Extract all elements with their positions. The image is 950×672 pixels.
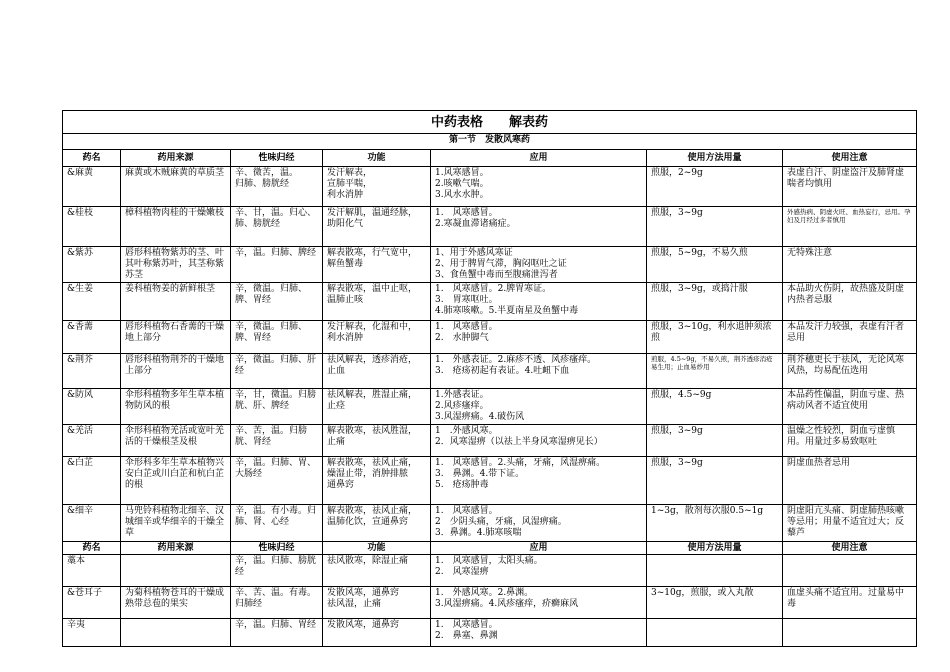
- cell-text: 姜科植物姜的新鲜根茎: [125, 284, 216, 294]
- cell-text: 唇形科植物荆芥的干燥地上部分: [125, 355, 225, 376]
- cell-application: [431, 425, 647, 457]
- cell-text: 1. 风寒感冒。2.脾胃寒证。 3. 胃寒呕吐。 4.肺寒咳嗽。5.半夏南星及鱼蟹中毒: [435, 284, 579, 316]
- cell-text: 1. 外感风寒。2.鼻渊。 3.风湿痹痛。4.风疹瘙痒，疥癣麻风: [435, 588, 579, 609]
- cell-text: &防风: [67, 390, 94, 400]
- cell-dosage: [647, 207, 783, 247]
- cell-text: 伞形科多年生草本植物兴安白芷或川白芷和杭白芷的根: [125, 458, 225, 490]
- cell-name: [63, 555, 121, 587]
- cell-source: [121, 283, 231, 321]
- cell-nature: [231, 555, 323, 587]
- cell-nature: [231, 587, 323, 619]
- cell-text: 1. 风寒感冒。 2. 鼻塞、鼻渊: [435, 620, 498, 641]
- cell-dosage: [647, 247, 783, 283]
- page-title: 中药表格 解表药: [63, 111, 917, 134]
- cell-source: [121, 505, 231, 542]
- cell-text: 祛风散寒，除湿止痛: [327, 556, 409, 566]
- cell-text: 解表散寒，祛风胜湿， 止痛: [327, 426, 418, 447]
- cell-text: 1. 风寒感冒。 2. 水肿脚气: [435, 322, 498, 343]
- cell-text: 发散风寒，通鼻窍: [327, 620, 400, 630]
- cell-text: &桂枝: [67, 208, 94, 218]
- cell-text: 煎服，2~9g: [651, 168, 703, 178]
- cell-source: [121, 457, 231, 505]
- cell-text: 藁本: [67, 556, 86, 566]
- cell-text: &紫苏: [67, 248, 94, 258]
- cell-text: 煎服，3~9g: [651, 426, 703, 436]
- cell-nature: [231, 425, 323, 457]
- cell-nature: [231, 207, 323, 247]
- cell-function: [323, 505, 431, 542]
- cell-text: 阴虚阳亢头痛、阴虚肺热咳嗽等忌用；用量不适宜过大；反藜芦: [787, 506, 905, 538]
- cell-text: 樟科植物肉桂的干燥嫩枝: [125, 208, 225, 218]
- cell-text: 1 .外感风寒。 2．风寒湿痹（以祛上半身风寒湿痹见长）: [435, 426, 603, 447]
- cell-application: [431, 321, 647, 354]
- cell-name: [63, 505, 121, 542]
- table-row: [63, 283, 917, 321]
- cell-text: 唇形科植物石香薷的干燥地上部分: [125, 322, 225, 343]
- cell-text: 本品助火伤阴，故热盛及阴虚内热者忌服: [787, 284, 905, 305]
- cell-text: 发汗解表，化湿和中， 利水消肿: [327, 322, 418, 343]
- cell-text: 煎服，3~9g: [651, 458, 703, 468]
- cell-text: 1.风寒感冒。 2.咳嗽气喘。 3.风水水肿。: [435, 168, 489, 200]
- cell-caution: [783, 389, 917, 425]
- cell-text: 3~10g，煎服，或入丸散: [651, 588, 754, 598]
- cell-name: [63, 167, 121, 207]
- cell-dosage: [647, 354, 783, 389]
- cell-function: [323, 207, 431, 247]
- cell-dosage: [647, 425, 783, 457]
- cell-source: [121, 321, 231, 354]
- cell-text: &生姜: [67, 284, 94, 294]
- table-row: [63, 389, 917, 425]
- cell-dosage: [647, 283, 783, 321]
- cell-text: 无特殊注意: [787, 248, 833, 258]
- cell-nature: [231, 505, 323, 542]
- cell-text: 本品药性偏温，阴血亏虚、热病动风者不适宜使用: [787, 390, 905, 411]
- header-caution: 使用注意: [783, 150, 917, 167]
- cell-text: 1~3g，散剂每次服0.5~1g: [651, 506, 764, 516]
- cell-text: 辛夷: [67, 620, 86, 630]
- cell-text: 辛，微温。归肺、脾、胃经: [235, 284, 308, 305]
- header-source: 药用来源: [121, 150, 231, 167]
- cell-dosage: [647, 619, 783, 647]
- cell-dosage: [647, 167, 783, 207]
- header-nature: 性味归经: [231, 150, 323, 167]
- cell-caution: [783, 354, 917, 389]
- cell-function: [323, 457, 431, 505]
- cell-text: 煎服，4.5~9g，不易久煎，荆芥透疹消疮易生用；止血易炒用: [651, 355, 773, 371]
- cell-name: [63, 247, 121, 283]
- cell-name: [63, 283, 121, 321]
- cell-text: 辛、微苦，温。 归肺、膀胱经: [235, 168, 299, 189]
- header-caution: 使用注意: [783, 542, 917, 555]
- cell-function: [323, 321, 431, 354]
- cell-name: [63, 619, 121, 647]
- cell-nature: [231, 321, 323, 354]
- cell-name: [63, 425, 121, 457]
- table-row: [63, 505, 917, 542]
- cell-text: 辛、甘，温。归心、肺、膀胱经: [235, 208, 317, 229]
- cell-name: [63, 354, 121, 389]
- cell-text: 1. 风寒感冒，太阳头痛。 2. 风寒湿痹: [435, 556, 543, 577]
- cell-text: 解表散寒，行气宽中， 解鱼蟹毒: [327, 248, 418, 269]
- cell-source: [121, 354, 231, 389]
- document-page: [62, 110, 916, 647]
- cell-source: [121, 167, 231, 207]
- cell-text: 煎服，3~9g: [651, 208, 703, 218]
- header-function: 功能: [323, 542, 431, 555]
- cell-text: 外感热病、阴虚火旺、血热妄行，忌用。孕妇及月经过多者慎用: [787, 208, 911, 224]
- cell-source: [121, 619, 231, 647]
- header-function: 功能: [323, 150, 431, 167]
- cell-dosage: [647, 587, 783, 619]
- cell-application: [431, 505, 647, 542]
- cell-application: [431, 587, 647, 619]
- cell-text: 祛风解表，透疹消疮， 止血: [327, 355, 418, 376]
- cell-text: 辛、苦、温。有毒。归肺经: [235, 588, 317, 609]
- cell-name: [63, 587, 121, 619]
- cell-text: &荆芥: [67, 355, 94, 365]
- cell-nature: [231, 247, 323, 283]
- cell-text: &羌活: [67, 426, 94, 436]
- cell-source: [121, 247, 231, 283]
- table-row: [63, 425, 917, 457]
- cell-dosage: [647, 555, 783, 587]
- cell-nature: [231, 354, 323, 389]
- cell-function: [323, 619, 431, 647]
- table-row: [63, 167, 917, 207]
- table-row: [63, 587, 917, 619]
- header-application: 应用: [431, 542, 647, 555]
- cell-text: 血虚头痛不适宜用。过量易中毒: [787, 588, 905, 609]
- cell-text: 1. 风寒感冒。 2.寒凝血滞诸痛症。: [435, 208, 516, 229]
- table-row: [63, 247, 917, 283]
- cell-text: 唇形科植物紫苏的茎、叶其叶称紫苏叶，其茎称紫苏茎: [125, 248, 225, 280]
- herb-table: [62, 110, 917, 647]
- cell-nature: [231, 167, 323, 207]
- cell-application: [431, 619, 647, 647]
- cell-name: [63, 321, 121, 354]
- cell-function: [323, 389, 431, 425]
- table-row: [63, 354, 917, 389]
- cell-text: 1、用于外感风寒证 2、用于脾胃气滞，胸闷呕吐之证 3、食鱼蟹中毒而至腹痛泄泻者: [435, 248, 567, 280]
- cell-nature: [231, 389, 323, 425]
- cell-application: [431, 207, 647, 247]
- cell-text: 辛，温。归肺、胃、大肠经: [235, 458, 317, 479]
- cell-function: [323, 167, 431, 207]
- cell-text: 1. 风寒感冒。 2 少阴头痛，牙痛，风湿痹痛。 3．鼻渊。4.肺寒咳喘: [435, 506, 567, 538]
- cell-dosage: [647, 321, 783, 354]
- cell-function: [323, 555, 431, 587]
- cell-caution: [783, 457, 917, 505]
- cell-text: 1. 外感表证。2.麻疹不透、风疹瘙痒。 3. 疮疡初起有表证。4.吐衄下血: [435, 355, 597, 376]
- cell-nature: [231, 457, 323, 505]
- cell-text: 解表散寒，温中止呕， 温肺止咳: [327, 284, 418, 305]
- cell-application: [431, 555, 647, 587]
- cell-function: [323, 587, 431, 619]
- cell-text: 阴虚血热者忌用: [787, 458, 851, 468]
- cell-text: 煎服，3~10g，利水退肿须浓煎: [651, 322, 772, 343]
- cell-source: [121, 425, 231, 457]
- cell-text: 发汗解表， 宣肺平喘， 利水消肿: [327, 168, 373, 200]
- cell-text: 伞形科植物多年生草本植物防风的根: [125, 390, 225, 411]
- cell-application: [431, 283, 647, 321]
- cell-text: 荆芥穗更长于祛风，无论风寒风热，均易配伍选用: [787, 355, 905, 376]
- header-name: 药名: [63, 150, 121, 167]
- header-dosage: 使用方法用量: [647, 150, 783, 167]
- table-row: [63, 321, 917, 354]
- cell-application: [431, 247, 647, 283]
- cell-text: 辛，温。归肺、胃经: [235, 620, 317, 630]
- cell-text: &麻黄: [67, 168, 94, 178]
- cell-text: 解表散寒，祛风止痛， 燥湿止带，消肿排脓 通鼻窍: [327, 458, 418, 490]
- cell-application: [431, 354, 647, 389]
- table-row: [63, 619, 917, 647]
- cell-text: 为菊科植物苍耳的干燥成熟带总苞的果实: [125, 588, 225, 609]
- cell-caution: [783, 321, 917, 354]
- header-row-repeat: [63, 542, 917, 555]
- cell-text: 辛，微温。归肺、脾、胃经: [235, 322, 308, 343]
- cell-text: 发散风寒，通鼻窍 祛风湿，止痛: [327, 588, 400, 609]
- cell-text: 解表散寒，祛风止痛， 温肺化饮，宣通鼻窍: [327, 506, 418, 527]
- cell-text: &细辛: [67, 506, 94, 516]
- cell-name: [63, 207, 121, 247]
- cell-application: [431, 167, 647, 207]
- cell-text: 辛，甘，微温。归膀胱、肝、脾经: [235, 390, 317, 411]
- cell-nature: [231, 619, 323, 647]
- cell-text: 本品发汗力较强，表虚有汗者忌用: [787, 322, 905, 343]
- section-title: 第一节 发散风寒药: [63, 134, 917, 150]
- cell-text: &白芷: [67, 458, 94, 468]
- cell-nature: [231, 283, 323, 321]
- cell-caution: [783, 587, 917, 619]
- cell-text: 辛，温。有小毒。归肺、肾、心经: [235, 506, 317, 527]
- cell-text: 煎服，3~9g，或捣汁服: [651, 284, 748, 294]
- cell-dosage: [647, 505, 783, 542]
- cell-name: [63, 457, 121, 505]
- cell-application: [431, 389, 647, 425]
- cell-text: 麻黄或木贼麻黄的草质茎: [125, 168, 225, 178]
- cell-caution: [783, 619, 917, 647]
- header-dosage: 使用方法用量: [647, 542, 783, 555]
- cell-caution: [783, 555, 917, 587]
- cell-application: [431, 457, 647, 505]
- cell-function: [323, 425, 431, 457]
- cell-text: 温燥之性较烈，阴血亏虚慎用。用量过多易致呕吐: [787, 426, 896, 447]
- cell-text: 1.外感表证。 2.风疹瘙痒。 3.风湿痹痛。4.破伤风: [435, 390, 525, 422]
- table-row: [63, 555, 917, 587]
- cell-text: 马兜铃科植物北细辛、汉城细辛或华细辛的干燥全草: [125, 506, 225, 538]
- cell-text: &苍耳子: [67, 588, 103, 598]
- cell-caution: [783, 425, 917, 457]
- cell-text: 表虚自汗、阴虚盗汗及肺肾虚喘者均慎用: [787, 168, 905, 189]
- cell-caution: [783, 247, 917, 283]
- cell-source: [121, 555, 231, 587]
- cell-source: [121, 207, 231, 247]
- table-row: [63, 207, 917, 247]
- header-nature: 性味归经: [231, 542, 323, 555]
- table-row: [63, 457, 917, 505]
- header-source: 药用来源: [121, 542, 231, 555]
- cell-text: 祛风解表，胜湿止痛， 止痉: [327, 390, 418, 411]
- cell-dosage: [647, 389, 783, 425]
- cell-text: 辛、苦，温。归膀胱、肾经: [235, 426, 308, 447]
- cell-caution: [783, 207, 917, 247]
- cell-text: 煎服，5~9g，不易久煎: [651, 248, 748, 258]
- cell-caution: [783, 505, 917, 542]
- cell-text: 1. 风寒感冒。2.头痛，牙痛，风湿痹痛。 3. 鼻渊。4.带下证。 5. 疮疡肿毒: [435, 458, 606, 490]
- cell-text: 辛，温。归肺、脾经: [235, 248, 317, 258]
- cell-caution: [783, 167, 917, 207]
- cell-text: &香薷: [67, 322, 94, 332]
- cell-function: [323, 283, 431, 321]
- cell-text: 发汗解肌，温通经脉， 助阳化气: [327, 208, 418, 229]
- header-application: 应用: [431, 150, 647, 167]
- cell-name: [63, 389, 121, 425]
- cell-source: [121, 587, 231, 619]
- cell-text: 辛，温。归肺、膀胱经: [235, 556, 317, 577]
- header-name: 药名: [63, 542, 121, 555]
- cell-caution: [783, 283, 917, 321]
- cell-text: 伞形科植物羌活或宽叶羌活的干燥根茎及根: [125, 426, 225, 447]
- cell-dosage: [647, 457, 783, 505]
- cell-source: [121, 389, 231, 425]
- cell-function: [323, 247, 431, 283]
- cell-function: [323, 354, 431, 389]
- cell-text: 煎服，4.5~9g: [651, 390, 712, 400]
- header-row: [63, 150, 917, 167]
- cell-text: 辛，微温。归肺、肝经: [235, 355, 317, 376]
